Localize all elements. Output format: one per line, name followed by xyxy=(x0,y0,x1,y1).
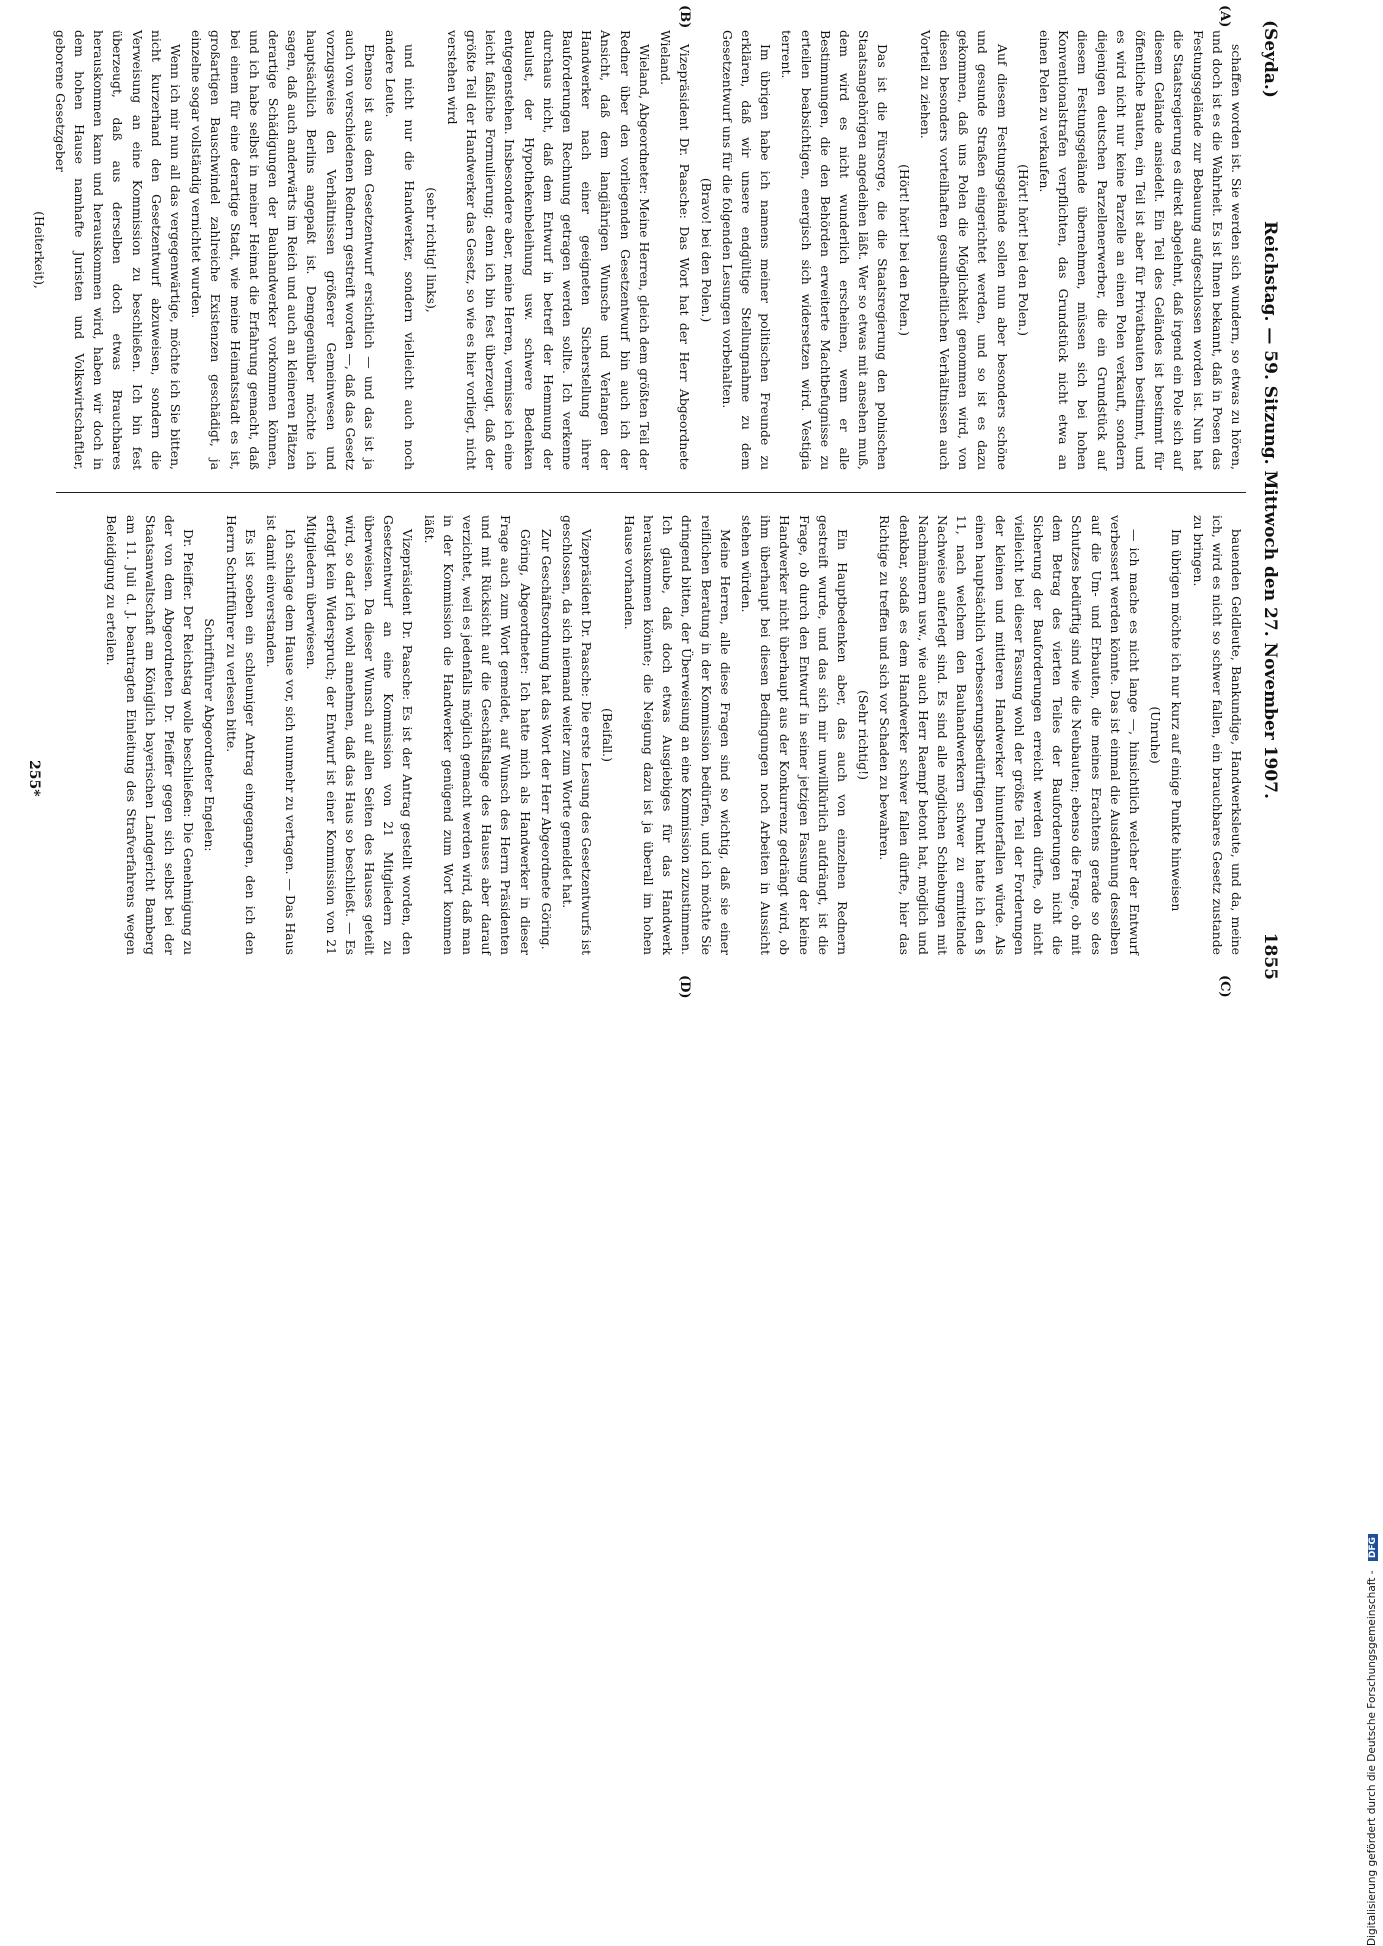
paragraph: (Heiterkeit), xyxy=(31,211,47,289)
running-header xyxy=(1254,20,1284,980)
signature-mark: 255* xyxy=(26,760,42,797)
paragraph: (Hört! hört! bei den Polen.) xyxy=(1015,164,1031,336)
footer-strip xyxy=(1364,20,1382,1946)
paragraph: Zur Geschäftsordnung hat das Wort der Herr Abgeordnete Göring. xyxy=(538,529,554,950)
paragraph: (Sehr richtig!) xyxy=(856,690,872,780)
paragraph: Ein Hauptbedenken aber, das auch von einzelnen Rednern gestreift wurde, und das sich mir unwillkürlich aufdrängt, ist die Frage, ob durch den Entwurf in seiner jetzigen Fassung der kleine Handwerker nicht überhaupt aus der Konkurrenz gedrängt wird, ob ihm überhaupt bei diesen Bedingungen noch Arbeiten in Aussicht stehen würden. xyxy=(738,515,850,955)
footer-credit: Digitalisierung gefördert durch die Deutsche Forschungsgemeinschaft - xyxy=(1366,1570,1378,1946)
paragraph: Vizepräsident Dr. Paasche: Die erste Lesung des Gesetzentwurfs ist geschlossen, da sich niemand weiter zum Worte gemeldet hat. xyxy=(560,515,595,955)
paragraph: Auf diesem Festungsgelände sollen nun aber besonders schöne und gesunde Straßen eingerichtet werden, und so ist es dazu gekommen, daß uns Polen die Möglichkeit genommen wird, von diesen besonders vorteilhaften gesundheitlichen Verhältnissen auch Vorteil zu ziehen. xyxy=(917,30,1010,470)
paragraph: Im übrigen möchte ich nur kurz auf einige Punkte hinweisen xyxy=(1169,529,1185,912)
paragraph: (Bravo! bei den Polen.) xyxy=(698,177,714,323)
speaker-tag: (Seyda.) xyxy=(1260,20,1280,98)
margin-marker-c: (C) xyxy=(1217,975,1232,998)
paragraph: (Beifall.) xyxy=(600,708,616,762)
paragraph: Vizepräsident Dr. Paasche: Das Wort hat der Herr Abgeordnete Wieland. xyxy=(658,30,693,470)
paragraph: Es ist soeben ein schleuniger Antrag eingegangen, den ich den Herrn Schriftführer zu verlesen bitte. xyxy=(223,515,258,955)
rotated-page xyxy=(0,0,1290,1000)
paragraph: Göring, Abgeordneter: Ich hatte mich als Handwerker in dieser Frage auch zum Wort gemeldet, auf Wunsch des Herrn Präsidenten und mit Rücksicht auf die Geschäftslage des Hauses aber darauf verzichtet, weil es jedenfalls möglich gemacht werden wird, daß man in der Kommission die Handwerker genügend zum Wort kommen läßt. xyxy=(421,515,533,955)
paragraph: Schriftführer Abgeordneter Engelen: xyxy=(202,618,218,852)
margin-marker-a: (A) xyxy=(1217,5,1232,28)
page-number-top: 1855 xyxy=(1260,932,1280,980)
page-title: Reichstag. — 59. Sitzung. Mittwoch den 27. November 1907. xyxy=(1260,221,1280,799)
paragraph: Dr. Pfeiffer. Der Reichstag wolle beschließen: Die Genehmigung zu der von dem Abgeordneten Dr. Pfeiffer gegen sich selbst bei der Staatsanwaltschaft am Königlich bayerischen Landgericht Bamberg am 11. Juli d. J. beantragten Einleitung des Strafverfahrens wegen Beleidigung zu erteilen. xyxy=(104,515,197,955)
paragraph: (Hört! hört! bei den Polen.) xyxy=(896,164,912,336)
column-divider xyxy=(56,492,1246,493)
paragraph: und nicht nur die Handwerker, sondern vielleicht auch noch andere Leute. xyxy=(383,30,418,470)
paragraph: Meine Herren, alle diese Fragen sind so wichtig, daß sie einer reiflichen Beratung in der Kommission bedürfen, und ich möchte Sie dringend bitten, der Überweisung an eine Kommission zuzustimmen. Ich glaube, daß doch etwas Ausgiebiges für das Handwerk herauskommen könnte; die Neigung dazu ist ja überall im hohen Hause vorhanden. xyxy=(621,515,733,955)
paragraph: Das ist die Fürsorge, die die Staatsregierung den polnischen Staatsangehörigen angedeihen läßt. Wer so etwas mit ansehen muß, dem wird es nicht wunderlich erscheinen, wenn er alle Bestimmungen, die den Behörden erweiterte Machtbefugnisse zu erteilen beabsichtigen, energisch sich widersetzen wird. Vestigia terrent. xyxy=(779,30,891,470)
paragraph: Ich schlage dem Hause vor, sich nunmehr zu vertagen. — Das Haus ist damit einverstanden. xyxy=(264,515,299,955)
paragraph: Ebenso ist aus dem Gesetzentwurf ersichtlich — und das ist ja auch von verschiedenen Rednern gestreift worden —, daß das Gesetz vorzugsweise den Verhältnissen größerer Gemeinwesen und hauptsächlich Berlins angepaßt ist. Demgegenüber möchte ich sagen, daß auch anderwärts im Reich und auch an kleineren Plätzen derartige Schädigungen der Bauhandwerker vorkommen können, und ich habe selbst in meiner Heimat die Erfahrung gemacht, daß bei einem für eine derartige Stadt, wie meine Heimatsstadt es ist, großartigen Bauschwindel zahlreiche Existenzen geschädigt, ja einzelne sogar vollständig vernichtet wurden. xyxy=(189,30,378,470)
margin-marker-b: (B) xyxy=(677,5,692,29)
paragraph: Wieland, Abgeordneter: Meine Herren, gleich dem größten Teil der Redner über den vorliegenden Gesetzentwurf bin auch ich der Ansicht, daß dem langjährigen Wunsche und Verlangen der Handwerker nach einer geeigneten Sicherstellung ihrer Bauforderungen Rechnung getragen werden sollte. Ich verkenne durchaus nicht, daß dem Entwurf in betreff der Hemmung der Baulust, der Hypothekenbeleihung usw. schwere Bedenken entgegenstehen. Insbesondere aber, meine Herren, vermisse ich eine leicht faßliche Formulierung; denn ich bin fest überzeugt, daß der größte Teil der Handwerker das Gesetz, so wie es hier vorliegt, nicht verstehen wird xyxy=(444,30,652,470)
paragraph: bauenden Geldleute, Bankundige, Handwerksleute, und da, meine ich, wird es nicht so schwer fallen, ein brauchbares Gesetz zustande zu bringen. xyxy=(1190,515,1244,955)
paragraph: schaffen worden ist. Sie werden sich wundern, so etwas zu hören, und doch ist es die Wahrheit. Es ist Ihnen bekannt, daß in Posen das Festungsgelände zur Bebauung aufgeschlossen worden ist. Nun hat die Staatsregierung es direkt abgelehnt, daß irgend ein Pole sich auf diesem Gelände ansiedelt. Ein Teil des Geländes ist bestimmt für öffentliche Bauten, ein Teil ist aber für Privatbauten bestimmt, und es wird nicht nur keine Parzelle an einen Polen verkauft, sondern diejenigen deutschen Parzellenerwerber, die ein Grundstück auf diesem Festungsgelände übernehmen, müssen sich bei hohen Konventionalstrafen verpflichten, das Grundstück nicht etwa an einen Polen zu verkaufen. xyxy=(1036,30,1244,470)
paragraph: Im übrigen habe ich namens meiner politischen Freunde zu erklären, daß wir unsere endgültige Stellungnahme zu dem Gesetzentwurf uns für die folgenden Lesungen vorbehalten. xyxy=(719,30,774,470)
paragraph: — ich mache es nicht lange —, hinsichtlich welcher der Entwurf verbessert werden könnte. Das ist einmal die Ausdehnung desselben auf die Um- und Erbauten, die meines Erachtens gerade so des Schutzes bedürftig sind wie die Neubauten; ebenso die Frage, ob mit dem Betrag des vierten Teiles der Bauforderungen nicht die Sicherung der Bauforderungen erreicht werden dürfte, ob nicht vielleicht bei dieser Fassung wohl der größte Teil der Forderungen der kleinen und mittleren Handwerker hinunterfallen würde. Als einen hauptsächlich verbesserungsbedürftigen Punkt hatte ich den § 11, nach welchem den Bauhandwerkern schwer zu ermittelnde Nachweise auferlegt sind. Es sind alle möglichen Schiebungen mit Nachmännern usw., wie auch Herr Raempf betont hat, möglich und denkbar, sodaß es dem Handwerker schwer fallen dürfte, hier das Richtige zu treffen und sich vor Schaden zu bewahren. xyxy=(877,515,1142,955)
left-text-column xyxy=(31,30,1246,470)
paragraph: (Unruhe) xyxy=(1148,706,1164,764)
margin-marker-d: (D) xyxy=(677,975,692,999)
paragraph: (sehr richtig! links), xyxy=(423,187,439,313)
paragraph: Vizepräsident Dr. Paasche: Es ist der Antrag gestellt worden, den Gesetzentwurf an eine Kommission von 21 Mitgliedern zu überweisen. Da dieser Wunsch auf allen Seiten des Hauses geteilt wird, so darf ich wohl annehmen, daß das Haus so beschließt. — Es erfolgt kein Widerspruch; der Entwurf ist einer Kommission von 21 Mitgliedern überwiesen. xyxy=(304,515,416,955)
paragraph: Wenn ich mir nun all das vergegenwärtige, möchte ich Sie bitten, nicht kurzerhand den Gesetzentwurf abzuweisen, sondern die Verweisung an eine Kommission zu beschließen. Ich bin fest überzeugt, daß aus derselben doch etwas Brauchbares herauskommen kann und herauskommen wird, haben wir doch in dem hohen Hause namhafte Juristen und Volkswirtschaftler, geborene Gesetzgeber xyxy=(52,30,184,470)
right-text-column xyxy=(56,515,1246,955)
dfg-logo: DFG xyxy=(1368,1534,1378,1561)
